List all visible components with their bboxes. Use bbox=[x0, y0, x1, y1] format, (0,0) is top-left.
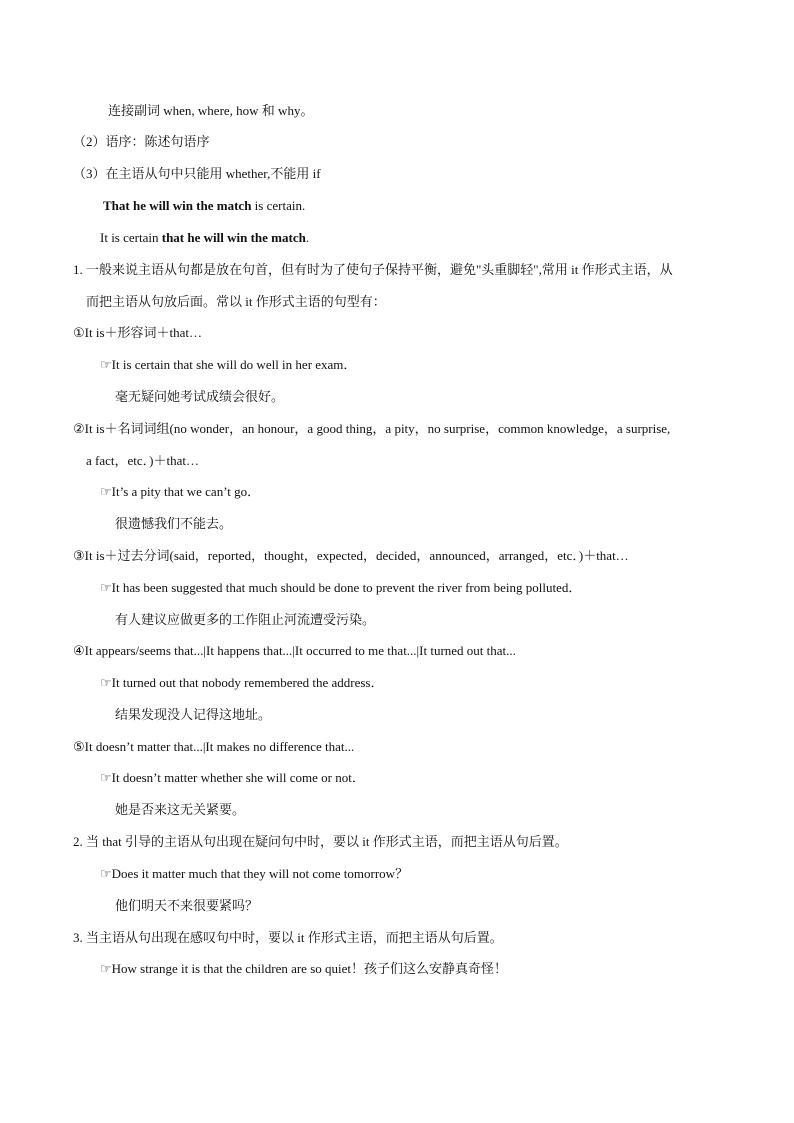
example-line bbox=[100, 230, 309, 246]
example-line: ☞It’s a pity that we can’t go． bbox=[100, 484, 261, 499]
example-line: ☞It turned out that nobody remembered the address． bbox=[100, 675, 384, 690]
translation-line: 她是否来这无关紧要。 bbox=[115, 802, 246, 817]
example-line: ☞It has been suggested that much should be done to prevent the river from being polluted． bbox=[100, 580, 582, 595]
pattern-line: ③It is＋过去分词(said，reported，thought，expected，decided，announced，arranged，etc．)＋that… bbox=[73, 548, 629, 563]
translation-line: 有人建议应做更多的工作阻止河流遭受污染。 bbox=[115, 612, 376, 627]
example-line: ☞It is certain that she will do well in her exam． bbox=[100, 357, 357, 372]
translation-line: 毫无疑问她考试成绩会很好。 bbox=[115, 389, 285, 404]
pattern-line: ①It is＋形容词＋that… bbox=[73, 325, 203, 340]
pattern-line: a fact，etc．)＋that… bbox=[86, 453, 199, 468]
translation-line: 他们明天不来很要紧吗？ bbox=[115, 898, 259, 913]
text-line: （2）语序：陈述句语序 bbox=[73, 134, 210, 149]
bold-clause: That he will win the match bbox=[103, 198, 252, 213]
text-line: 3. 当主语从句出现在感叹句中时，要以 it 作形式主语，而把主语从句后置。 bbox=[73, 930, 503, 945]
example-line: ☞It doesn’t matter whether she will come or not． bbox=[100, 770, 365, 785]
translation-line: 很遗憾我们不能去。 bbox=[115, 516, 233, 531]
text: . bbox=[305, 230, 310, 245]
text: is certain. bbox=[251, 198, 306, 213]
example-line bbox=[103, 198, 305, 214]
text-line: 而把主语从句放后面。常以 it 作形式主语的句型有： bbox=[86, 294, 386, 309]
pattern-line: ⑤It doesn’t matter that...|It makes no difference that... bbox=[73, 739, 355, 754]
pattern-line: ②It is＋名词词组(no wonder，an honour，a good thing，a pity，no surprise，common knowledge，a surprise, bbox=[73, 421, 671, 436]
pattern-line: ④It appears/seems that...|It happens that...|It occurred to me that...|It turned out that... bbox=[73, 643, 516, 658]
example-line: ☞How strange it is that the children are so quiet！孩子们这么安静真奇怪！ bbox=[100, 961, 508, 976]
text-line: 连接副词 when, where, how 和 why。 bbox=[108, 103, 314, 118]
text-line: （3）在主语从句中只能用 whether,不能用 if bbox=[73, 166, 321, 181]
example-line: ☞Does it matter much that they will not come tomorrow？ bbox=[100, 866, 409, 881]
translation-line: 结果发现没人记得这地址。 bbox=[115, 707, 272, 722]
text-line: 1. 一般来说主语从句都是放在句首，但有时为了使句子保持平衡，避免"头重脚轻",常用 it 作形式主语，从 bbox=[73, 262, 673, 277]
bold-clause: that he will win the match bbox=[161, 230, 306, 245]
text: It is certain bbox=[100, 230, 162, 245]
text-line: 2. 当 that 引导的主语从句出现在疑问句中时，要以 it 作形式主语，而把主语从句后置。 bbox=[73, 834, 568, 849]
